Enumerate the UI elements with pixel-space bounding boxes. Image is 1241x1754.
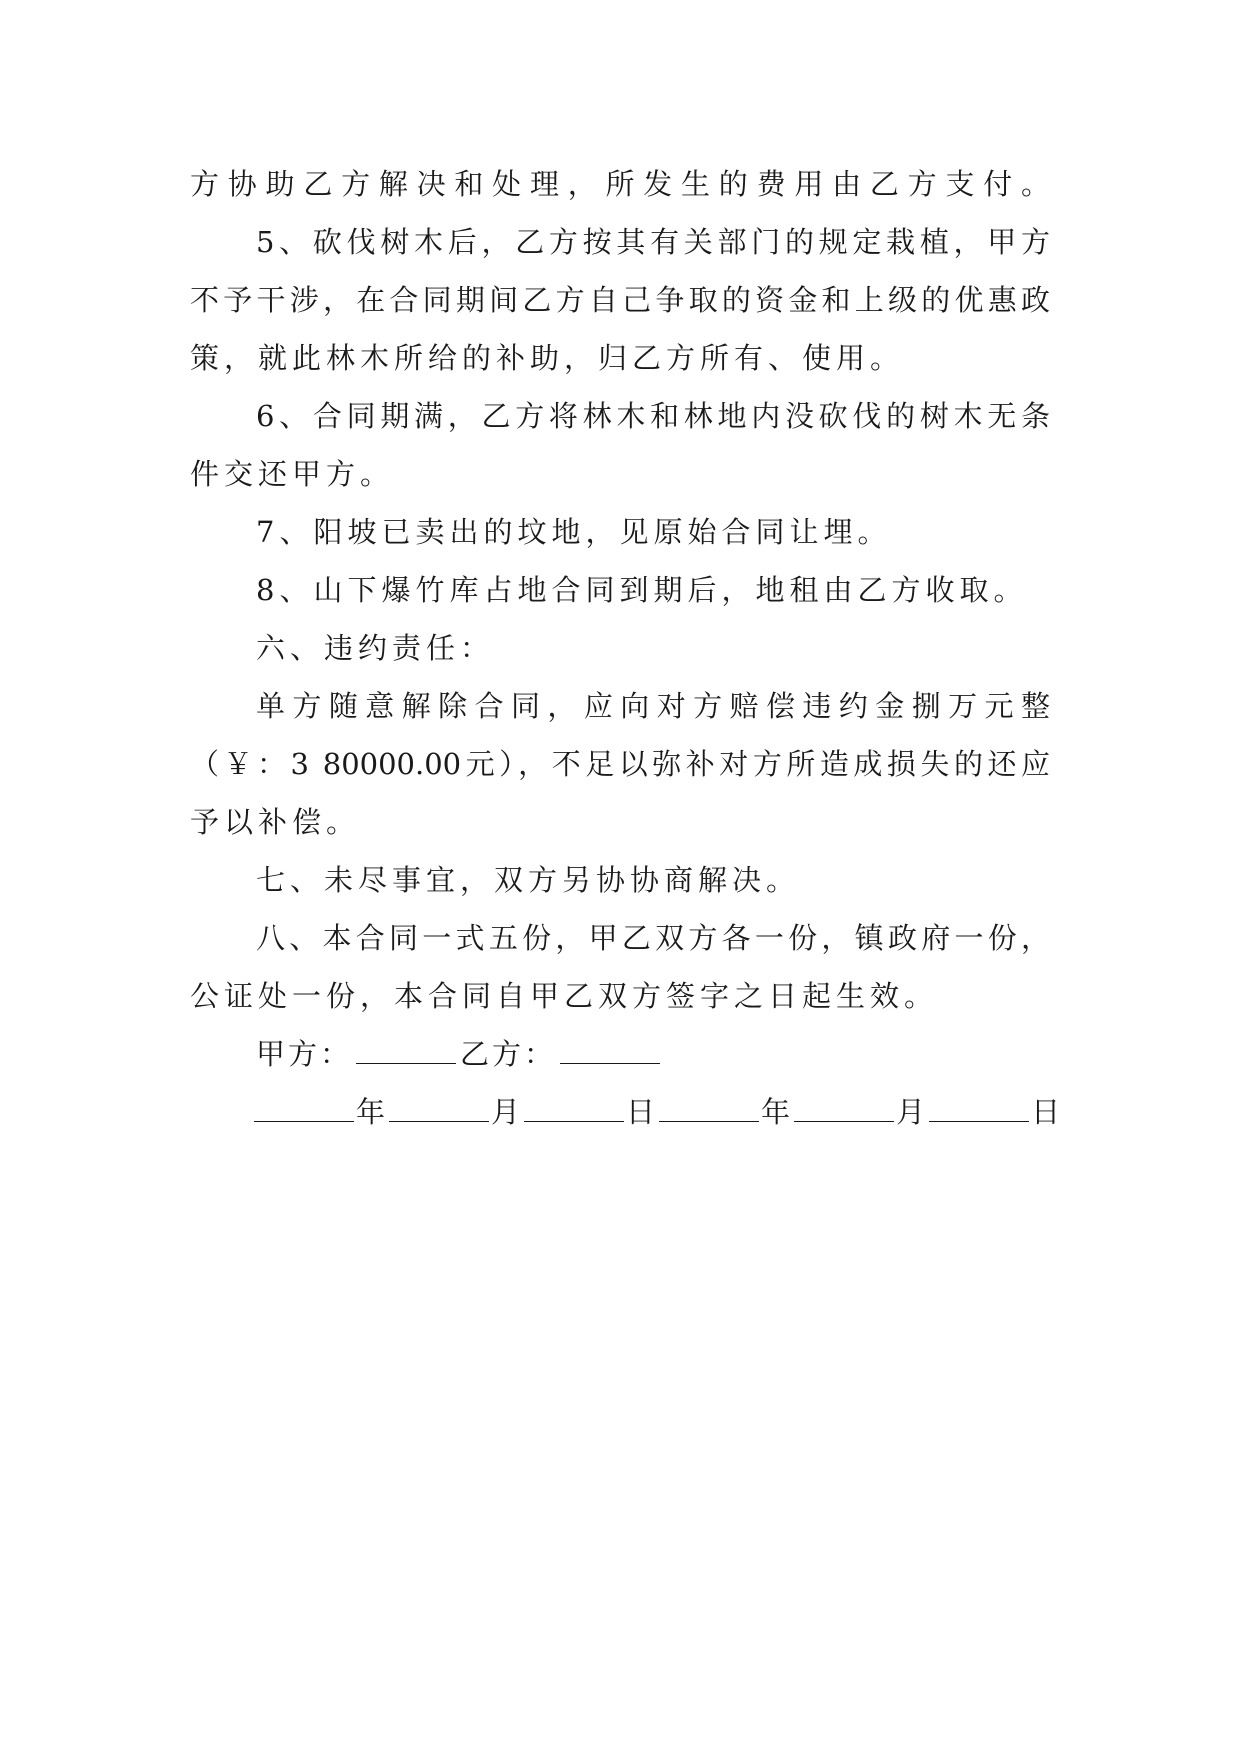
- breach-clause-line-3: 予以补偿。: [190, 805, 361, 839]
- party-a-month-blank[interactable]: [389, 1099, 489, 1122]
- clause-6-line-1: 6、合同期满，乙方将林木和林地内没砍伐的树木无条: [256, 399, 1050, 433]
- year-label: 年: [761, 1095, 793, 1129]
- clause-5-line-2: 不予干涉，在合同期间乙方自己争取的资金和上级的优惠政: [190, 283, 1050, 317]
- date-line: [190, 1083, 1063, 1141]
- signature-line: [190, 1025, 1050, 1083]
- section-8-line-2: 公证处一份，本合同自甲乙双方签字之日起生效。: [190, 979, 939, 1013]
- contract-body: [190, 155, 1063, 1141]
- party-a-label: 甲方：: [256, 1037, 353, 1071]
- party-b-day-blank[interactable]: [929, 1099, 1029, 1122]
- party-b-signature-blank[interactable]: [560, 1041, 660, 1064]
- year-label: 年: [356, 1095, 388, 1129]
- party-a-year-blank[interactable]: [254, 1099, 354, 1122]
- party-b-label: 乙方：: [460, 1037, 557, 1071]
- clause-5-line-3: 策，就此林木所给的补助，归乙方所有、使用。: [190, 341, 905, 375]
- month-label: 月: [896, 1095, 928, 1129]
- party-b-month-blank[interactable]: [794, 1099, 894, 1122]
- section-6-heading: 六、违约责任：: [256, 631, 495, 665]
- day-label: 日: [626, 1095, 658, 1129]
- party-a-day-blank[interactable]: [524, 1099, 624, 1122]
- section-8-line-1: 八、本合同一式五份，甲乙双方各一份，镇政府一份，: [256, 921, 1050, 955]
- breach-clause-line-1: 单方随意解除合同，应向对方赔偿违约金捌万元整: [256, 689, 1050, 723]
- day-label: 日: [1031, 1095, 1063, 1129]
- clause-6-line-2: 件交还甲方。: [190, 457, 395, 491]
- clause-7: 7、阳坡已卖出的坟地，见原始合同让埋。: [256, 515, 892, 549]
- party-b-year-blank[interactable]: [659, 1099, 759, 1122]
- party-a-signature-blank[interactable]: [356, 1041, 456, 1064]
- month-label: 月: [491, 1095, 523, 1129]
- breach-clause-line-2: （￥：3 80000.00元），不足以弥补对方所造成损失的还应: [190, 747, 1050, 781]
- paragraph-line: 方协助乙方解决和处理，所发生的费用由乙方支付。: [190, 167, 1050, 201]
- clause-5-line-1: 5、砍伐树木后，乙方按其有关部门的规定栽植，甲方: [256, 225, 1050, 259]
- section-7-heading: 七、未尽事宜，双方另协协商解决。: [256, 863, 801, 897]
- clause-8: 8、山下爆竹库占地合同到期后，地租由乙方收取。: [256, 573, 1028, 607]
